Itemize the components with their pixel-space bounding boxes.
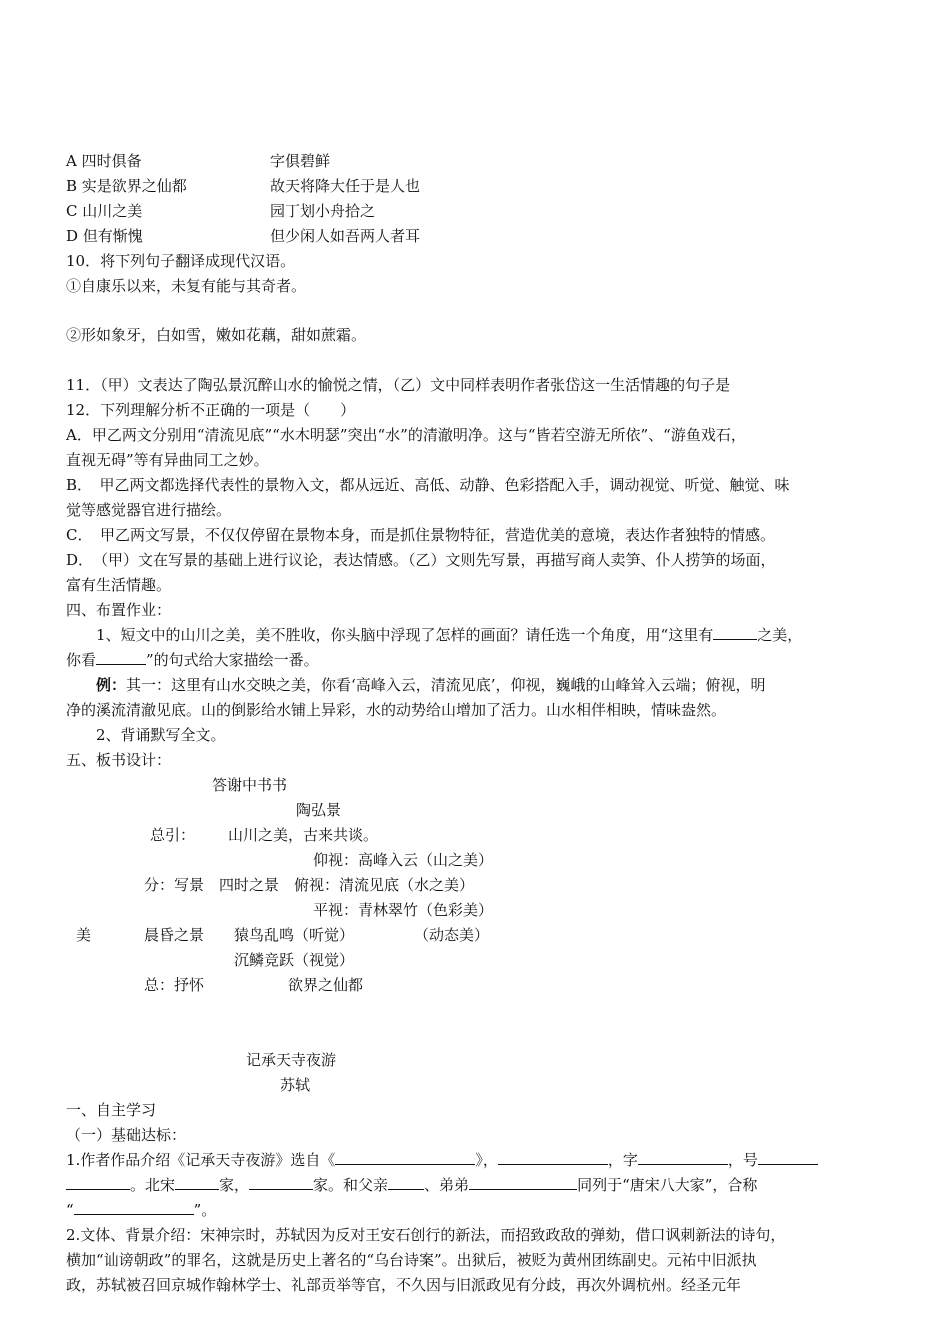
background-line-3: 政，苏轼被召回京城作翰林学士、礼部贡举等官，不久因与旧派政见有分歧，再次外调杭州。经圣元年 <box>66 1276 742 1294</box>
blank <box>713 625 757 640</box>
question-12-option-d-line2: 富有生活情趣。 <box>66 576 172 594</box>
blank <box>758 1150 818 1165</box>
homework-task-2: 2、背诵默写全文。 <box>96 726 226 744</box>
blank <box>498 1150 608 1165</box>
fill-text: “ <box>66 1201 74 1219</box>
homework-task-1-line2 <box>66 650 319 670</box>
board-fish: 沉鳞竞跃（视觉） <box>234 951 355 969</box>
homework-task-1-line1 <box>96 625 802 645</box>
blank <box>469 1175 577 1190</box>
board-title: 答谢中书书 <box>212 776 288 794</box>
option-a-compare: 字俱碧鲜 <box>270 152 331 170</box>
board-intro-label: 总引： <box>150 826 196 844</box>
fill-text: ，号 <box>727 1151 758 1169</box>
blank <box>175 1175 219 1190</box>
background-line-2: 横加“讪谤朝政”的罪名，这就是历史上著名的“乌台诗案”。出狱后，被贬为黄州团练副史。元祐中旧派执 <box>66 1251 757 1269</box>
board-author: 陶弘景 <box>296 801 342 819</box>
fill-text: 。北宋 <box>130 1176 176 1194</box>
example-line1 <box>96 675 766 695</box>
question-12-option-b-line2: 觉等感觉器官进行描绘。 <box>66 501 232 519</box>
blank <box>96 650 146 665</box>
question-12-option-a-line2: 直视无碍”等有异曲同工之妙。 <box>66 451 269 469</box>
question-12-option-c: C． 甲乙两文写景，不仅仅停留在景物本身，而是抓住景物特征，营造优美的意境，表达作者独特的情感。 <box>66 526 775 544</box>
task-1-text-d: ”的句式给大家描绘一番。 <box>146 651 319 669</box>
question-10-sentence-2: ②形如象牙，白如雪，嫩如花藕，甜如蔗霜。 <box>66 326 367 344</box>
question-12-option-d-line1: D． （甲）文在写景的基础上进行议论，表达情感。（乙）文则先写景，再描写商人卖笋、仆人捞笋的场面， <box>66 551 776 569</box>
blank <box>74 1200 194 1215</box>
board-fairyland: 欲界之仙都 <box>288 976 364 994</box>
section-self-study: 一、自主学习 <box>66 1101 157 1119</box>
board-mei: 美 <box>76 926 92 944</box>
fill-text: 》， <box>475 1151 498 1169</box>
board-row-look-down: 分：写景 四时之景 俯视：清流见底（水之美） <box>144 876 475 894</box>
example-text: 其一：这里有山水交映之美，你看‘高峰入云，清流见底’，仰视，巍峨的山峰耸入云端；俯视，明 <box>126 676 766 694</box>
fill-line-1 <box>66 1150 818 1170</box>
question-12-option-a-line1: A．甲乙两文分别用“清流见底”“水木明瑟”突出“水”的清澈明净。这与“皆若空游无所依”、“游鱼戏石， <box>66 426 746 444</box>
fill-text: 同列于“唐宋八大家”，合称 <box>577 1176 758 1194</box>
homework-heading: 四、布置作业： <box>66 601 172 619</box>
task-1-text: 1、短文中的山川之美，美不胜收，你头脑中浮现了怎样的画面？请任选一个角度，用“这里有 <box>96 626 714 644</box>
option-b-compare: 故天将降大任于是人也 <box>270 177 421 195</box>
fill-line-3 <box>66 1200 216 1220</box>
board-monkey: 猿鸟乱鸣（听觉） <box>234 926 355 944</box>
fill-text: 家。和父亲 <box>313 1176 389 1194</box>
question-12-title: 12．下列理解分析不正确的一项是（ ） <box>66 401 356 419</box>
board-row-look-up: 仰视：高峰入云（山之美） <box>313 851 494 869</box>
blank <box>249 1175 313 1190</box>
board-intro: 山川之美，古来共谈。 <box>228 826 379 844</box>
passage-title: 记承天寺夜游 <box>246 1051 337 1069</box>
background-line-1: 2.文体、背景介绍：宋神宗时，苏轼因为反对王安石创行的新法，而招致政敌的弹劾，借口讽刺新法的诗句， <box>66 1226 786 1244</box>
section-basics: （一）基础达标： <box>66 1126 187 1144</box>
option-d: D 但有惭愧 <box>66 227 143 245</box>
board-dusk: 晨昏之景 <box>144 926 205 944</box>
task-1-text-b: 之美， <box>757 626 803 644</box>
passage-author: 苏轼 <box>280 1076 311 1094</box>
board-dynamic: （动态美） <box>414 926 490 944</box>
option-c-compare: 园丁划小舟拾之 <box>270 202 376 220</box>
fill-text: 、弟弟 <box>424 1176 470 1194</box>
fill-text: 1.作者作品介绍《记承天寺夜游》选自《 <box>66 1151 336 1169</box>
blank <box>388 1175 424 1190</box>
blank <box>638 1150 728 1165</box>
fill-text: ”。 <box>193 1201 217 1219</box>
example-label: 例： <box>96 676 127 694</box>
board-summary: 总：抒怀 <box>144 976 205 994</box>
question-10-sentence-1: ①自康乐以来，未复有能与其奇者。 <box>66 277 307 295</box>
option-a: A 四时俱备 <box>66 152 142 170</box>
option-b: B 实是欲界之仙都 <box>66 177 187 195</box>
option-d-compare: 但少闲人如吾两人者耳 <box>270 227 421 245</box>
example-line2: 净的溪流清澈见底。山的倒影给水铺上异彩，水的动势给山增加了活力。山水相伴相映，情味盎然。 <box>66 701 727 719</box>
question-10-title: 10．将下列句子翻译成现代汉语。 <box>66 252 296 270</box>
fill-line-2 <box>66 1175 757 1195</box>
question-11: 11．（甲）文表达了陶弘景沉醉山水的愉悦之情，（乙）文中同样表明作者张岱这一生活情趣的句子是 <box>66 376 731 394</box>
fill-text: 家， <box>219 1176 250 1194</box>
fill-text: ，字 <box>607 1151 638 1169</box>
option-c: C 山川之美 <box>66 202 143 220</box>
board-row-look-level: 平视：青林翠竹（色彩美） <box>313 901 494 919</box>
blank <box>335 1150 475 1165</box>
question-12-option-b-line1: B． 甲乙两文都选择代表性的景物入文，都从远近、高低、动静、色彩搭配入手，调动视觉、听觉、触觉、味 <box>66 476 790 494</box>
board-heading: 五、板书设计： <box>66 751 172 769</box>
blank <box>66 1175 130 1190</box>
task-1-text-c: 你看 <box>66 651 97 669</box>
